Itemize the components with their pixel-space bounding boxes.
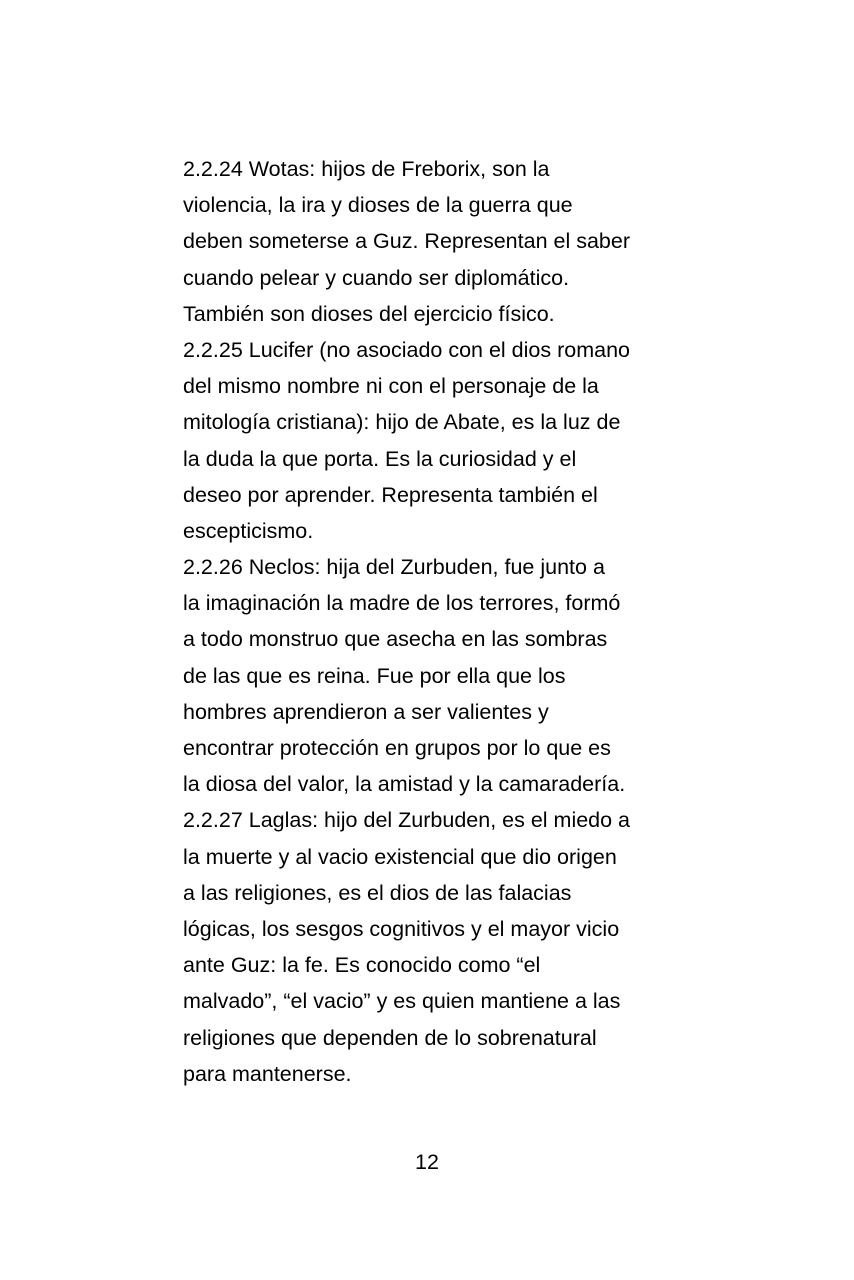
text-line: encontrar protección en grupos por lo que es xyxy=(183,736,611,760)
text-line: a las religiones, es el dios de las falacias xyxy=(183,880,572,905)
text-line: mitología cristiana): hijo de Abate, es la luz de xyxy=(183,410,621,435)
text-line: violencia, la ira y dioses de la guerra que xyxy=(183,193,573,218)
text-line: deben someterse a Guz. Representan el saber xyxy=(183,229,630,254)
text-line: para mantenerse. xyxy=(183,1061,352,1086)
text-line: deseo por aprender. Representa también el xyxy=(183,482,598,507)
text-line: a todo monstruo que asecha en las sombras xyxy=(183,627,608,652)
text-line: la muerte y al vacio existencial que dio origen xyxy=(183,844,617,869)
text-line: religiones que dependen de lo sobrenatural xyxy=(183,1025,597,1050)
text-line: 2.2.26 Neclos: hija del Zurbuden, fue junto a xyxy=(183,555,605,580)
text-line: lógicas, los sesgos cognitivos y el mayor vicio xyxy=(183,916,620,941)
text-line: la diosa del valor, la amistad y la camaradería. xyxy=(183,772,626,797)
text-line: hombres aprendieron a ser valientes y xyxy=(183,699,549,724)
text-line: 2.2.24 Wotas: hijos de Freborix, son la xyxy=(183,157,550,181)
text-line: ante Guz: la fe. Es conocido como “el xyxy=(183,953,541,978)
text-line: También son dioses del ejercicio físico. xyxy=(183,301,555,326)
text-line: la imaginación la madre de los terrores, formó xyxy=(183,591,621,616)
text-line: 2.2.27 Laglas: hijo del Zurbuden, es el miedo a xyxy=(183,808,631,833)
text-line: malvado”, “el vacio” y es quien mantiene a las xyxy=(183,989,621,1014)
page-number: 12 xyxy=(415,1150,439,1174)
text-line: la duda la que porta. Es la curiosidad y el xyxy=(183,446,577,471)
text-line: escepticismo. xyxy=(183,518,314,543)
body-text xyxy=(183,151,683,1092)
text-line: cuando pelear y cuando ser diplomático. xyxy=(183,265,570,290)
text-line: de las que es reina. Fue por ella que los xyxy=(183,663,566,688)
text-line: del mismo nombre ni con el personaje de la xyxy=(183,374,599,399)
text-line: 2.2.25 Lucifer (no asociado con el dios romano xyxy=(183,337,630,362)
